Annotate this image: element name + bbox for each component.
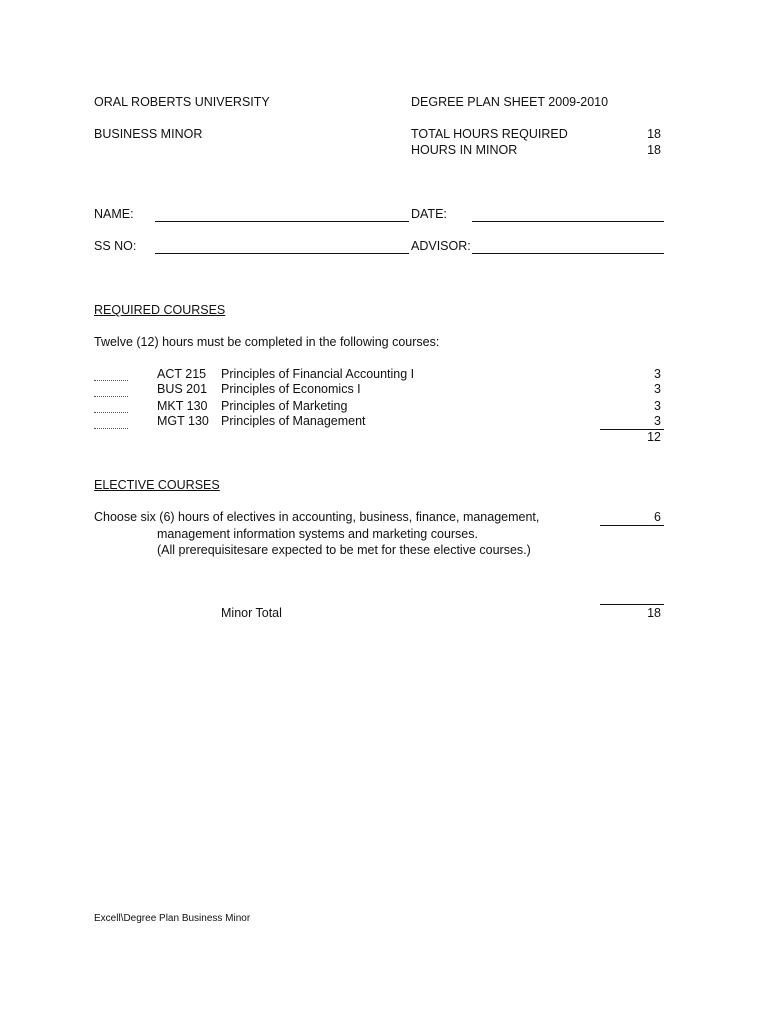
ssno-label: SS NO: bbox=[94, 239, 137, 253]
course-check-blank[interactable] bbox=[94, 428, 128, 429]
elective-description-line2: management information systems and marketing courses. bbox=[157, 527, 478, 541]
ssno-field-line[interactable] bbox=[155, 253, 409, 254]
sheet-title: DEGREE PLAN SHEET 2009-2010 bbox=[411, 95, 609, 109]
course-check-blank[interactable] bbox=[94, 396, 128, 397]
course-hours: 3 bbox=[654, 414, 661, 428]
total-rule bbox=[600, 604, 664, 605]
minor-total-label: Minor Total bbox=[221, 606, 282, 620]
required-subtotal: 12 bbox=[647, 430, 661, 444]
required-courses-heading: REQUIRED COURSES bbox=[94, 303, 226, 317]
name-label: NAME: bbox=[94, 207, 134, 221]
program-name: BUSINESS MINOR bbox=[94, 127, 203, 141]
course-title: Principles of Marketing bbox=[221, 399, 348, 413]
date-label: DATE: bbox=[411, 207, 447, 221]
elective-courses-heading: ELECTIVE COURSES bbox=[94, 478, 220, 492]
course-code: MGT 130 bbox=[157, 414, 209, 428]
advisor-field-line[interactable] bbox=[472, 253, 664, 254]
footer-file-path: Excell\Degree Plan Business Minor bbox=[94, 913, 251, 924]
hours-in-minor-value: 18 bbox=[647, 143, 661, 157]
name-field-line[interactable] bbox=[155, 221, 409, 222]
course-code: ACT 215 bbox=[157, 367, 207, 381]
elective-description-line1: Choose six (6) hours of electives in accounting, business, finance, management, bbox=[94, 510, 540, 524]
elective-description-line3: (All prerequisitesare expected to be met for these elective courses.) bbox=[157, 543, 531, 557]
course-hours: 3 bbox=[654, 367, 661, 381]
total-hours-value: 18 bbox=[647, 127, 661, 141]
elective-hours: 6 bbox=[654, 510, 661, 524]
required-intro: Twelve (12) hours must be completed in the following courses: bbox=[94, 335, 440, 349]
course-code: BUS 201 bbox=[157, 382, 208, 396]
course-title: Principles of Financial Accounting I bbox=[221, 367, 415, 381]
course-code: MKT 130 bbox=[157, 399, 208, 413]
total-hours-label: TOTAL HOURS REQUIRED bbox=[411, 127, 568, 141]
date-field-line[interactable] bbox=[472, 221, 664, 222]
course-check-blank[interactable] bbox=[94, 412, 128, 413]
university-name: ORAL ROBERTS UNIVERSITY bbox=[94, 95, 270, 109]
course-check-blank[interactable] bbox=[94, 380, 128, 381]
elective-hours-rule bbox=[600, 525, 664, 526]
hours-in-minor-label: HOURS IN MINOR bbox=[411, 143, 518, 157]
course-title: Principles of Management bbox=[221, 414, 366, 428]
minor-total-value: 18 bbox=[647, 606, 661, 620]
course-hours: 3 bbox=[654, 382, 661, 396]
course-hours: 3 bbox=[654, 399, 661, 413]
advisor-label: ADVISOR: bbox=[411, 239, 471, 253]
course-title: Principles of Economics I bbox=[221, 382, 361, 396]
